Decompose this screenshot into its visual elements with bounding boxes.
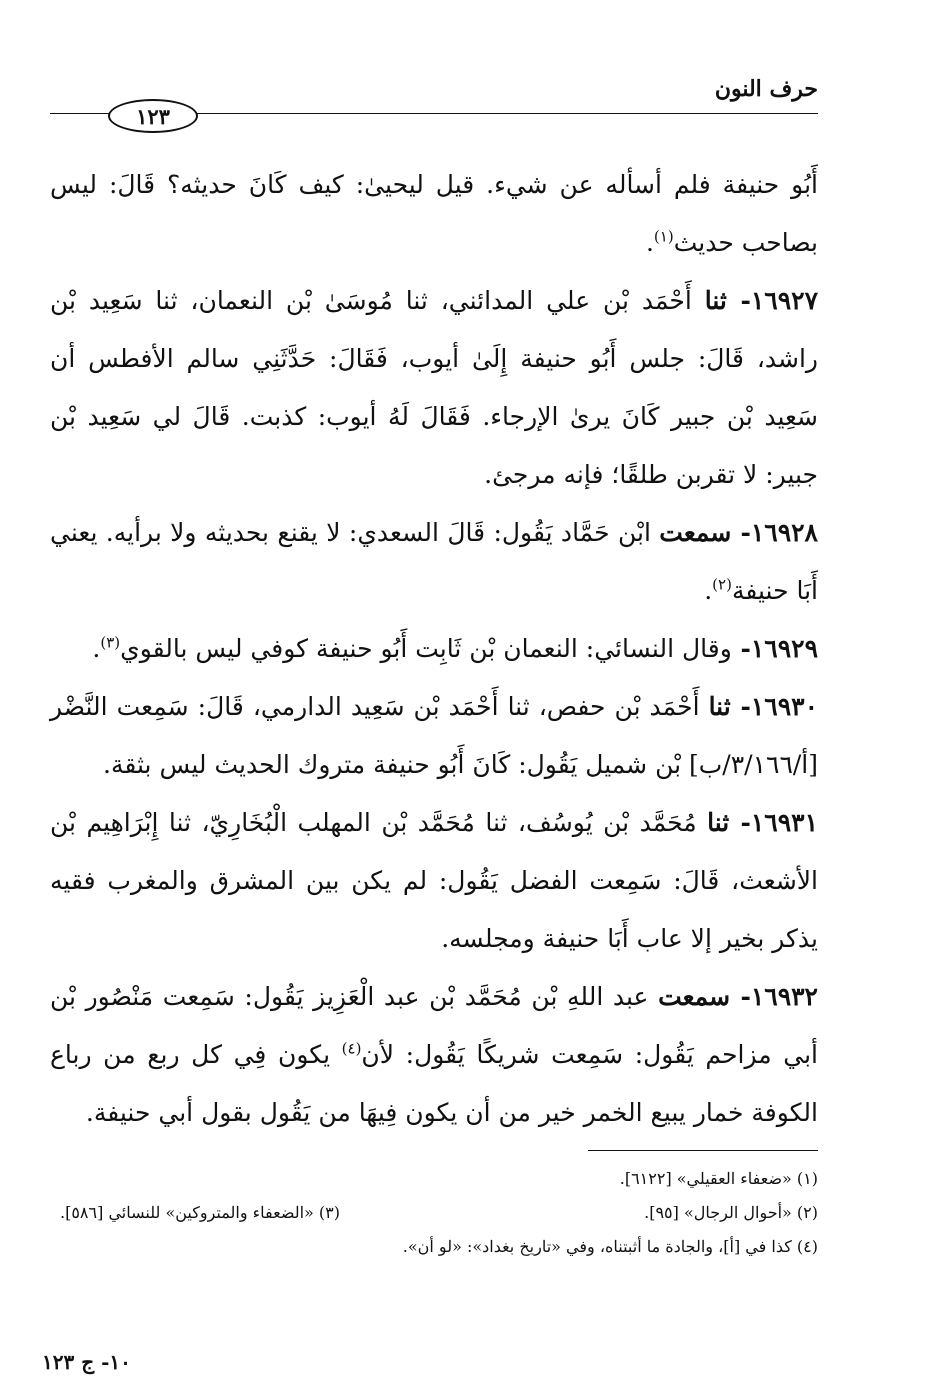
hadith-keyword: ثنا: [704, 286, 727, 315]
hadith-text: ابْن حَمَّاد يَقُول: قَالَ السعدي: لا يقنع بحديثه ولا برأيه. يعني أَبَا حنيفة: [50, 518, 818, 605]
footnote-2: (٢) «أحوال الرجال» [٩٥].: [644, 1203, 818, 1222]
hadith-text: أَحْمَد بْن حفص، ثنا أَحْمَد بْن سَعِيد الدارمي، قَالَ: سَمِعت النَّضْر [أ/٣/١٦٦/ب] بْن شميل يَقُول: كَانَ أَبُو حنيفة متروك الحديث ليس بثقة.: [50, 692, 818, 779]
hadith-16927: [50, 272, 818, 504]
paragraph-text: أَبُو حنيفة فلم أسأله عن شيء. قيل ليحيىٰ: كيف كَانَ حديثه؟ قَالَ: ليس بصاحب حديث: [50, 170, 818, 257]
footnotes: [60, 1162, 818, 1264]
hadith-16928: [50, 504, 818, 620]
footnote-ref-4: (٤): [341, 1039, 362, 1058]
hadith-keyword: ثنا: [708, 692, 731, 721]
hadith-text: مُحَمَّد بْن يُوسُف، ثنا مُحَمَّد بْن المهلب الْبُخَارِيّ، ثنا إِبْرَاهِيم بْن الأشعث، قَالَ: سَمِعت الفضل يَقُول: لم يكن بين المشرق والمغرب فقيه يذكر بخير إلا عاب أَبَا حنيفة ومجلسه.: [50, 808, 818, 953]
hadith-16932: [50, 968, 818, 1142]
hadith-text: أَحْمَد بْن علي المدائني، ثنا مُوسَىٰ بْن النعمان، ثنا سَعِيد بْن راشد، قَالَ: جلس أَبُو حنيفة إِلَىٰ أيوب، فَقَالَ: حَدَّثَنِي سالم الأفطس أن سَعِيد بْن جبير كَانَ يرىٰ الإرجاء. فَقَالَ لَهُ أيوب: كذبت. قَالَ لي سَعِيد بْن جبير: لا تقربن طلقًا؛ فإنه مرجئ.: [50, 286, 818, 489]
hadith-keyword: ثنا: [707, 808, 730, 837]
hadith-text-end: .: [704, 576, 713, 605]
footnote-ref-2: (٢): [712, 575, 732, 594]
hadith-16929: [50, 620, 818, 678]
hadith-number: ١٦٩٢٩-: [731, 634, 818, 663]
footnote-line: [60, 1196, 818, 1230]
hadith-text: عبد اللهِ بْن مُحَمَّد بْن عبد الْعَزِيز يَقُول: سَمِعت مَنْصُور بْن أبي مزاحم يَقُول: سَمِعت شريكًا يَقُول: لأن: [50, 982, 818, 1069]
footnote-ref-1: (١): [653, 227, 674, 246]
footnote-ref-3: (٣): [100, 633, 121, 652]
hadith-number: ١٦٩٣٢-: [730, 982, 818, 1011]
footnote-rule: [588, 1150, 818, 1151]
paragraph-text-end: .: [645, 228, 654, 257]
footnote-line: [60, 1162, 818, 1196]
chapter-title: حرف النون: [714, 76, 818, 102]
hadith-text: وقال النسائي: النعمان بْن ثَابِت أَبُو حنيفة كوفي ليس بالقوي: [120, 634, 732, 663]
hadith-number: ١٦٩٣٠-: [730, 692, 818, 721]
hadith-text-end: .: [92, 634, 101, 663]
hadith-number: ١٦٩٢٧-: [726, 286, 818, 315]
hadith-text-end: يكون فِي كل ربع من رباع الكوفة خمار يبيع الخمر خير من أن يكون فِيهَا من يَقُول بقول أبي حنيفة.: [50, 1040, 818, 1127]
footnote-line: [60, 1230, 818, 1264]
hadith-keyword: سمعت: [658, 982, 731, 1011]
footnote-4: (٤) كذا في [أ]، والجادة ما أثبتناه، وفي «تاريخ بغداد»: «لو أن».: [402, 1237, 818, 1256]
footnote-1: (١) «ضعفاء العقيلي» [٦١٢٢].: [619, 1169, 818, 1188]
page-body: [50, 156, 818, 1142]
hadith-number: ١٦٩٣١-: [729, 808, 818, 837]
hadith-number: ١٦٩٢٨-: [731, 518, 818, 547]
paragraph-continuation: [50, 156, 818, 272]
footnote-3: (٣) «الضعفاء والمتروكين» للنسائي [٥٨٦].: [60, 1203, 341, 1222]
hadith-16930: [50, 678, 818, 794]
hadith-16931: [50, 794, 818, 968]
hadith-keyword: سمعت: [659, 518, 732, 547]
printer-signature: ١٠- ج ١٢٣: [42, 1350, 131, 1374]
page-number: ١٢٣: [108, 99, 198, 133]
